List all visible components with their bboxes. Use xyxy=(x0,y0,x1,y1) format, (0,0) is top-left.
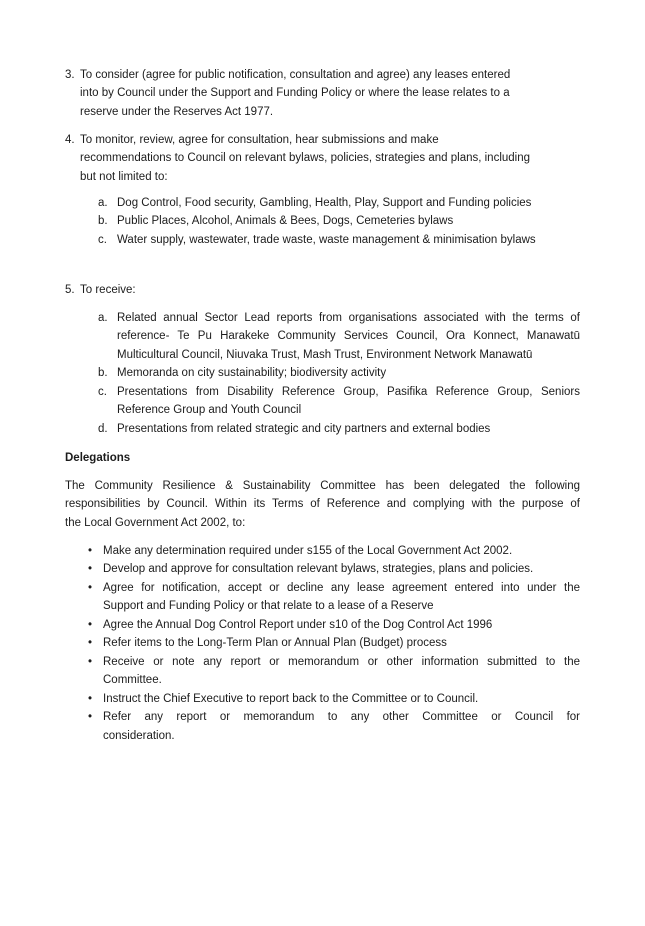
text-line: Multicultural Council, Niuvaka Trust, Mash Trust, Environment Network Manawatū xyxy=(117,348,533,361)
bullet-item-8 xyxy=(65,708,580,745)
bullet-icon: • xyxy=(88,655,93,668)
bullet-icon: • xyxy=(88,692,93,705)
text-line: the Local Government Act 2002, to: xyxy=(65,516,246,529)
item-marker: b. xyxy=(98,367,108,379)
bullet-item-3 xyxy=(65,579,580,616)
section-heading-delegations: Delegations xyxy=(65,451,131,464)
text-line: Reference Group and Youth Council xyxy=(117,404,302,416)
text-line: Support and Funding Policy or that relate to a lease of a Reserve xyxy=(103,600,434,612)
numbered-item-4 xyxy=(65,131,580,187)
sub-item-5a xyxy=(65,309,580,365)
bullet-icon: • xyxy=(88,637,93,649)
text-line: consideration. xyxy=(103,729,175,742)
numbered-item-3 xyxy=(65,66,580,122)
text-line: Instruct the Chief Executive to report back to the Committee or to Council. xyxy=(103,692,479,705)
text-line: Related annual Sector Lead reports from organisations associated with the terms of xyxy=(117,311,580,324)
item-marker: 4. xyxy=(65,133,75,146)
text-line: reserve under the Reserves Act 1977. xyxy=(80,105,274,118)
sub-item-5d xyxy=(65,420,580,439)
text-line: Agree for notification, accept or decline any lease agreement entered into under the xyxy=(103,581,580,594)
text-line: Committee. xyxy=(103,674,162,686)
text-line: Refer any report or memorandum to any other Committee or Council for xyxy=(103,711,580,723)
text-line: but not limited to: xyxy=(80,170,168,183)
bullet-item-7 xyxy=(65,690,580,709)
bullet-icon: • xyxy=(88,618,93,631)
text-line: Public Places, Alcohol, Animals & Bees, Dogs, Cemeteries bylaws xyxy=(117,215,454,227)
text-line: reference- Te Pu Harakeke Community Services Council, Ora Konnect, Manawatū xyxy=(117,330,580,342)
bullet-item-1 xyxy=(65,542,580,561)
numbered-item-5 xyxy=(65,281,580,300)
delegations-paragraph xyxy=(65,477,580,533)
text-line: Water supply, wastewater, trade waste, waste management & minimisation bylaws xyxy=(117,233,536,246)
sub-item-4b xyxy=(65,212,580,231)
text-line: Dog Control, Food security, Gambling, Health, Play, Support and Funding policies xyxy=(117,196,532,209)
text-line: The Community Resilience & Sustainability Committee has been delegated the following xyxy=(65,479,580,492)
text-line: responsibilities by Council. Within its Terms of Reference and complying with the purpose of xyxy=(65,498,580,510)
bullet-item-5 xyxy=(65,634,580,653)
text-line: Presentations from Disability Reference Group, Pasifika Reference Group, Seniors xyxy=(117,385,580,398)
text-line: Agree the Annual Dog Control Report under s10 of the Dog Control Act 1996 xyxy=(103,618,493,631)
bullet-icon: • xyxy=(88,581,93,594)
text-line: To consider (agree for public notification, consultation and agree) any leases entered xyxy=(80,68,511,81)
bullet-item-4 xyxy=(65,616,580,635)
item-marker: c. xyxy=(98,233,107,246)
item-marker: 3. xyxy=(65,68,75,81)
sub-item-5c xyxy=(65,383,580,420)
item-marker: c. xyxy=(98,385,107,398)
bullet-icon: • xyxy=(88,711,93,723)
text-line: To monitor, review, agree for consultation, hear submissions and make xyxy=(80,133,439,146)
item-marker: d. xyxy=(98,422,108,435)
text-line: Receive or note any report or memorandum or other information submitted to the xyxy=(103,655,580,668)
bullet-icon: • xyxy=(88,544,93,557)
text-line: Make any determination required under s155 of the Local Government Act 2002. xyxy=(103,544,513,557)
text-line: Refer items to the Long-Term Plan or Annual Plan (Budget) process xyxy=(103,637,447,649)
bullet-icon: • xyxy=(88,563,93,575)
item-marker: 5. xyxy=(65,283,75,296)
item-marker: b. xyxy=(98,215,108,227)
text-line: recommendations to Council on relevant bylaws, policies, strategies and plans, including xyxy=(80,152,531,164)
text-line: Presentations from related strategic and city partners and external bodies xyxy=(117,422,491,435)
bullet-item-6 xyxy=(65,653,580,690)
sub-item-4c xyxy=(65,231,580,250)
item-marker: a. xyxy=(98,311,108,324)
sub-item-4a xyxy=(65,194,580,213)
text-line: Develop and approve for consultation relevant bylaws, strategies, plans and policies. xyxy=(103,563,534,575)
item-marker: a. xyxy=(98,196,108,209)
text-line: To receive: xyxy=(80,283,136,296)
text-line: into by Council under the Support and Funding Policy or where the lease relates to a xyxy=(80,87,510,99)
bullet-item-2 xyxy=(65,560,580,579)
text-line: Memoranda on city sustainability; biodiversity activity xyxy=(117,367,387,379)
sub-item-5b xyxy=(65,364,580,383)
